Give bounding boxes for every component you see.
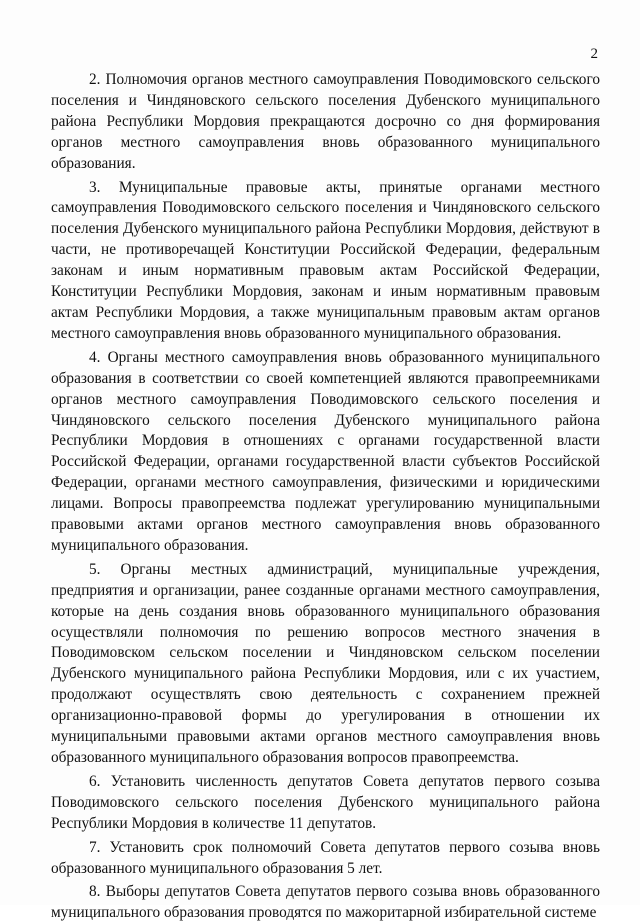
paragraph-6-council-size: 6. Установить численность депутатов Совета депутатов первого созыва Поводимовского сельского поселения Дубенского муниципального района Республики Мордовия в количестве 11 депутатов. — [51, 772, 600, 832]
paragraph-8-elections: 8. Выборы депутатов Совета депутатов первого созыва вновь образованного муниципального образования проводятся по мажоритарной избирательной системе — [51, 883, 600, 922]
document-body — [51, 70, 600, 924]
paragraph-5-local-administrations: 5. Органы местных администраций, муниципальные учреждения, предприятия и организации, ранее созданные органами местного самоуправления, которые на день создания вновь образованного муниципального образования осуществляли полномочия по решению вопросов местного значения в Поводимовском сельском поселении и Чиндяновском сельском поселении Дубенского муниципального района Республики Мордовия, или с их участием, продолжают осуществлять свою деятельность с сохранением прежней организационно-правовой формы до урегулирования в отношении их муниципальными правовыми актами органов местного самоуправления вновь образованного муниципального образования вопросов правопреемства. — [51, 560, 600, 766]
paragraph-4-legal-successor: 4. Органы местного самоуправления вновь образованного муниципального образования в соответствии со своей компетенцией являются правопреемниками органов местного самоуправления Поводимовского сельского поселения и Чиндяновского сельского поселения Дубенского муниципального района Республики Мордовия в отношениях с органами государственной власти Российской Федерации, органами государственной власти субъектов Российской Федерации, органами местного самоуправления, физическими и юридическими лицами. Вопросы правопреемства подлежат урегулированию муниципальными правовыми актами органов местного самоуправления вновь образованного муниципального образования. — [51, 348, 600, 554]
paragraph-3-legal-acts: 3. Муниципальные правовые акты, принятые органами местного самоуправления Поводимовского сельского поселения и Чиндяновского сельского поселения Дубенского муниципального района Республики Мордовия, действуют в части, не противоречащей Конституции Российской Федерации, федеральным законам и иным нормативным правовым актам Российской Федерации, Конституции Республики Мордовия, законам и иным нормативным правовым актам Республики Мордовия, а также муниципальным правовым актам органов местного самоуправления вновь образованного муниципального образования. — [51, 178, 600, 342]
paragraph-2-powers-termination: 2. Полномочия органов местного самоуправления Поводимовского сельского поселения и Чиндяновского сельского поселения Дубенского муниципального района Республики Мордовия прекращаются досрочно со дня формирования органов местного самоуправления вновь образованного муниципального образования. — [51, 71, 600, 172]
paragraph-7-council-term: 7. Установить срок полномочий Совета депутатов первого созыва вновь образованного муниципального образования 5 лет. — [51, 838, 600, 877]
page-number: 2 — [590, 46, 598, 62]
